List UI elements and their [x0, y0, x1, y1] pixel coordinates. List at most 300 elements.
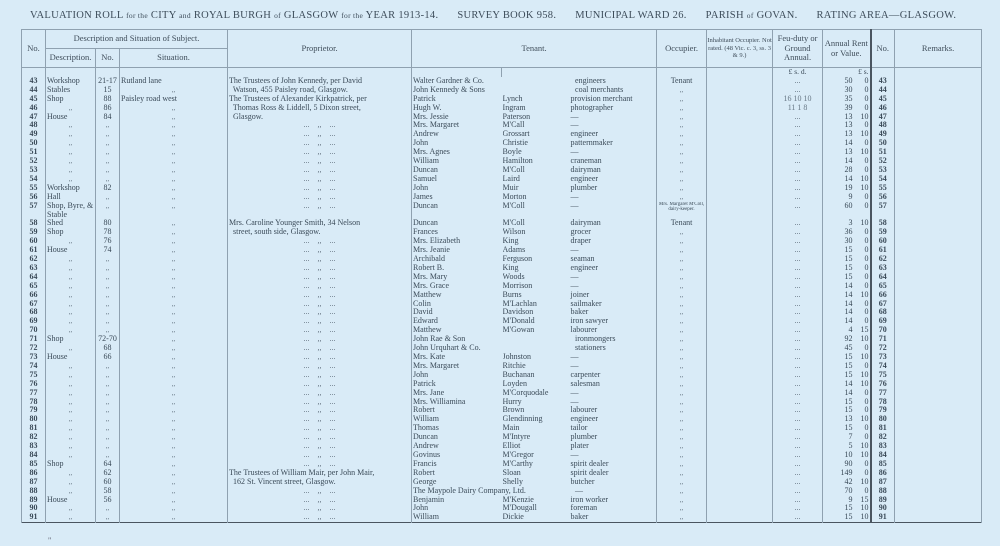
rent-pounds: 10	[844, 450, 853, 459]
rent-shillings: 0	[864, 397, 869, 406]
col-no: No.	[22, 30, 46, 68]
table-row	[22, 353, 982, 362]
title-segment	[706, 10, 801, 21]
row-number: 58	[22, 219, 46, 228]
inhabitant-cell	[707, 362, 773, 371]
remarks-cell	[895, 308, 982, 317]
tenant-first-name: Duncan	[413, 201, 438, 210]
row-number-repeat: 54	[871, 175, 895, 184]
occupier-value: ,,	[679, 513, 684, 522]
occupier-cell	[657, 166, 707, 175]
title-segment	[817, 10, 957, 21]
rent-pounds: 15	[844, 263, 853, 272]
tenant-last-name: Laird	[502, 174, 520, 183]
remarks-cell	[895, 255, 982, 264]
rent-cell	[823, 228, 871, 237]
table-row	[22, 273, 982, 282]
row-number-repeat: 75	[871, 371, 895, 380]
description-cell: ,,	[46, 504, 96, 513]
rent-cell	[823, 442, 871, 451]
occupier-value: ,,	[679, 370, 684, 379]
tenant-first-name: Duncan	[413, 219, 438, 228]
tenant-last-name: Paterson	[502, 112, 531, 121]
row-number: 63	[22, 264, 46, 273]
tenant-last-name-cell	[502, 193, 657, 202]
row-number: 74	[22, 362, 46, 371]
rent-cell	[823, 424, 871, 433]
feu-duty-cell: ...	[773, 406, 823, 415]
description-cell: ,,	[46, 487, 96, 496]
proprietor-cell: ... ,, ...	[228, 371, 412, 380]
occupier-cell	[657, 460, 707, 469]
feu-duty-cell: ...	[773, 513, 823, 522]
tenant-first-name-cell	[412, 130, 502, 139]
tenant-last-name: Muir	[502, 183, 519, 192]
tenant-occupation: carpenter	[570, 370, 601, 379]
description-cell: Shop	[46, 460, 96, 469]
tenant-last-name-cell	[502, 433, 657, 442]
feu-duty-cell: ...	[773, 237, 823, 246]
row-number: 90	[22, 504, 46, 513]
feu-duty-cell: ...	[773, 184, 823, 193]
tenant-last-name: M'Corquodale	[502, 388, 549, 397]
title-part: GOVAN.	[756, 10, 798, 21]
row-number: 85	[22, 460, 46, 469]
tenant-first-name: Mrs. Jane	[413, 388, 445, 397]
tenant-last-name: Davidson	[502, 308, 534, 317]
rent-pounds: 14	[844, 281, 853, 290]
inhabitant-cell	[707, 380, 773, 389]
row-number-repeat: 70	[871, 326, 895, 335]
tenant-first-name: Samuel	[413, 174, 438, 183]
occupier-value: ,,	[679, 344, 684, 353]
occupier-cell	[657, 113, 707, 122]
rent-units: £ s.	[823, 68, 871, 77]
tenant-last-name: King	[502, 263, 519, 272]
inhabitant-cell	[707, 326, 773, 335]
table-row	[22, 246, 982, 255]
table-row	[22, 77, 982, 86]
proprietor-cell: ... ,, ...	[228, 442, 412, 451]
street-number-cell: ,,	[96, 139, 120, 148]
tenant-occupation: plumber	[570, 433, 598, 442]
description-cell: ,,	[46, 291, 96, 300]
description-cell: Stables	[46, 86, 96, 95]
tenant-last-name: M'Call	[502, 121, 525, 130]
feu-duty-cell: ...	[773, 326, 823, 335]
rent-cell	[823, 237, 871, 246]
table-row	[22, 496, 982, 505]
rent-shillings: 0	[864, 361, 869, 370]
tenant-occupation: draper	[570, 237, 591, 246]
table-row	[22, 148, 982, 157]
street-number-cell: ,,	[96, 326, 120, 335]
proprietor-cell: ... ,, ...	[228, 193, 412, 202]
tenant-first-name-cell	[412, 469, 502, 478]
rent-pounds: 13	[844, 121, 853, 130]
situation-cell: ,,	[120, 371, 228, 380]
street-number-cell: ,,	[96, 300, 120, 309]
street-number-cell: 88	[96, 95, 120, 104]
situation-cell: ,,	[120, 202, 228, 220]
tenant-last-name: Morton	[502, 192, 527, 201]
tenant-last-name: Morrison	[502, 281, 533, 290]
row-number: 54	[22, 175, 46, 184]
rent-pounds: 36	[844, 228, 853, 237]
tenant-first-name-cell	[412, 86, 657, 95]
tenant-first-name-cell	[412, 424, 502, 433]
street-number-cell: ,,	[96, 406, 120, 415]
col-remarks: Remarks.	[895, 30, 982, 68]
remarks-cell	[895, 121, 982, 130]
rent-cell	[823, 478, 871, 487]
description-cell: Shop	[46, 335, 96, 344]
rent-pounds: 15	[844, 361, 853, 370]
rent-shillings: 10	[860, 442, 869, 451]
tenant-first-name: The Maypole Dairy Company, Ltd.	[413, 486, 526, 495]
remarks-cell	[895, 246, 982, 255]
proprietor-cell: ... ,, ...	[228, 353, 412, 362]
situation-cell: ,,	[120, 104, 228, 113]
feu-duty-cell: ...	[773, 255, 823, 264]
feu-duty-cell: ...	[773, 442, 823, 451]
proprietor-cell: ... ,, ...	[228, 202, 412, 220]
row-number: 61	[22, 246, 46, 255]
remarks-cell	[895, 469, 982, 478]
situation-cell: ,,	[120, 264, 228, 273]
rent-cell	[823, 344, 871, 353]
rent-shillings: 0	[864, 459, 869, 468]
situation-cell: ,,	[120, 157, 228, 166]
tenant-first-name-cell	[412, 300, 502, 309]
tenant-occupation: plater	[570, 442, 589, 451]
tenant-first-name-cell	[412, 478, 502, 487]
row-number-repeat: 53	[871, 166, 895, 175]
feu-duty-cell: ...	[773, 202, 823, 220]
row-number-repeat: 90	[871, 504, 895, 513]
table-row	[22, 175, 982, 184]
proprietor-cell: ... ,, ...	[228, 300, 412, 309]
tenant-last-name-cell	[502, 113, 657, 122]
feu-duty-cell: ...	[773, 487, 823, 496]
feu-duty-cell: ...	[773, 86, 823, 95]
rent-shillings: 10	[860, 148, 869, 157]
occupier-value: ,,	[679, 406, 684, 415]
tenant-occupation: engineer	[570, 130, 599, 139]
inhabitant-cell	[707, 496, 773, 505]
tenant-occupation: spirit dealer	[570, 459, 609, 468]
rent-shillings: 0	[864, 103, 869, 112]
tenant-last-name: Sloan	[502, 468, 521, 477]
tenant-last-name: M'Coll	[502, 165, 525, 174]
situation-cell: ,,	[120, 228, 228, 237]
rent-pounds: 14	[844, 379, 853, 388]
description-cell: ,,	[46, 371, 96, 380]
occupier-value: ,,	[679, 335, 684, 344]
rent-shillings: 10	[860, 379, 869, 388]
rent-pounds: 45	[844, 344, 853, 353]
inhabitant-cell	[707, 469, 773, 478]
valuation-roll-table	[21, 29, 982, 523]
tenant-first-name: John	[413, 183, 429, 192]
rent-shillings: 10	[860, 219, 869, 228]
tenant-last-name-cell	[502, 228, 657, 237]
occupier-cell	[657, 415, 707, 424]
occupier-cell	[657, 148, 707, 157]
rent-pounds: 5	[848, 442, 853, 451]
occupier-cell	[657, 496, 707, 505]
tenant-last-name-cell	[502, 291, 657, 300]
tenant-last-name-cell	[502, 460, 657, 469]
inhabitant-cell	[707, 398, 773, 407]
remarks-cell	[895, 424, 982, 433]
description-cell: ,,	[46, 300, 96, 309]
tenant-first-name-cell	[412, 95, 502, 104]
tenant-occupation: —	[570, 272, 579, 281]
proprietor-cell: The Trustees of John Kennedy, per David	[228, 77, 412, 86]
occupier-cell	[657, 104, 707, 113]
description-cell: ,,	[46, 424, 96, 433]
table-row	[22, 130, 982, 139]
title-part: YEAR 1913-14.	[365, 10, 439, 21]
table-row	[22, 317, 982, 326]
table-row	[22, 86, 982, 95]
tenant-occupation: provision merchant	[570, 94, 633, 103]
table-row	[22, 406, 982, 415]
remarks-cell	[895, 415, 982, 424]
table-row	[22, 237, 982, 246]
feu-duty-cell: 11 1 8	[773, 104, 823, 113]
situation-cell: ,,	[120, 308, 228, 317]
row-number: 81	[22, 424, 46, 433]
description-cell: ,,	[46, 389, 96, 398]
situation-cell: ,,	[120, 335, 228, 344]
tenant-last-name-cell	[502, 175, 657, 184]
row-number-repeat: 81	[871, 424, 895, 433]
rent-pounds: 30	[844, 85, 853, 94]
occupier-value: ,,	[679, 165, 684, 174]
row-number-repeat: 72	[871, 344, 895, 353]
tenant-first-name-cell	[412, 282, 502, 291]
street-number-cell: ,,	[96, 157, 120, 166]
remarks-cell	[895, 335, 982, 344]
row-number-repeat: 82	[871, 433, 895, 442]
row-number-repeat: 83	[871, 442, 895, 451]
row-number-repeat: 56	[871, 193, 895, 202]
description-cell: ,,	[46, 433, 96, 442]
row-number-repeat: 52	[871, 157, 895, 166]
tenant-first-name-cell	[412, 228, 502, 237]
occupier-cell	[657, 273, 707, 282]
street-number-cell: ,,	[96, 193, 120, 202]
rent-shillings: 0	[864, 255, 869, 264]
tenant-occupation: joiner	[570, 290, 590, 299]
tenant-first-name-cell	[412, 487, 657, 496]
row-number: 68	[22, 308, 46, 317]
tenant-occupation: photographer	[570, 103, 614, 112]
tenant-occupation: engineers	[575, 76, 606, 85]
situation-cell: Paisley road west	[120, 95, 228, 104]
row-number-repeat: 51	[871, 148, 895, 157]
tenant-last-name: M'Lachlan	[502, 299, 537, 308]
tenant-first-name: Andrew	[413, 130, 439, 139]
remarks-cell	[895, 291, 982, 300]
tenant-first-name: Mrs. Jeanie	[413, 246, 450, 255]
row-number-repeat: 84	[871, 451, 895, 460]
feu-duty-cell: ...	[773, 451, 823, 460]
rent-pounds: 50	[844, 76, 853, 85]
rent-pounds: 19	[844, 183, 853, 192]
situation-cell: ,,	[120, 219, 228, 228]
tenant-last-name-cell	[502, 166, 657, 175]
proprietor-cell: ... ,, ...	[228, 317, 412, 326]
col-no2: No.	[871, 30, 895, 68]
rent-cell	[823, 362, 871, 371]
tenant-last-name: M'Coll	[502, 219, 525, 228]
proprietor-cell: street, south side, Glasgow.	[228, 228, 412, 237]
tenant-occupation: stationers	[575, 344, 606, 353]
row-number: 64	[22, 273, 46, 282]
occupier-cell	[657, 335, 707, 344]
inhabitant-cell	[707, 487, 773, 496]
inhabitant-cell	[707, 317, 773, 326]
tenant-last-name-cell	[502, 184, 657, 193]
remarks-cell	[895, 460, 982, 469]
street-number-cell: 84	[96, 113, 120, 122]
inhabitant-cell	[707, 139, 773, 148]
tenant-occupation: seaman	[570, 255, 595, 264]
description-cell: ,,	[46, 255, 96, 264]
tenant-first-name-cell	[412, 460, 502, 469]
inhabitant-cell	[707, 282, 773, 291]
tenant-last-name: Johnston	[502, 353, 531, 361]
row-number-repeat: 76	[871, 380, 895, 389]
description-cell: ,,	[46, 406, 96, 415]
title-part: ROYAL BURGH	[193, 10, 272, 21]
rent-cell	[823, 451, 871, 460]
remarks-cell	[895, 344, 982, 353]
tenant-last-name-cell	[502, 157, 657, 166]
row-number: 43	[22, 77, 46, 86]
table-row	[22, 308, 982, 317]
description-cell: Workshop	[46, 184, 96, 193]
street-number-cell: 74	[96, 246, 120, 255]
rent-shillings: 0	[864, 76, 869, 85]
situation-cell: ,,	[120, 433, 228, 442]
row-number-repeat: 89	[871, 496, 895, 505]
proprietor-cell: Mrs. Caroline Younger Smith, 34 Nelson	[228, 219, 412, 228]
table-row	[22, 95, 982, 104]
tenant-last-name: Loyden	[502, 379, 527, 388]
rent-pounds: 15	[844, 513, 853, 522]
occupier-cell	[657, 389, 707, 398]
rent-shillings: 0	[864, 272, 869, 281]
tenant-first-name-cell	[412, 433, 502, 442]
tenant-last-name: Glendinning	[502, 415, 543, 424]
tenant-first-name-cell	[412, 193, 502, 202]
occupier-cell	[657, 317, 707, 326]
row-number: 44	[22, 86, 46, 95]
tenant-occupation: iron sawyer	[570, 317, 609, 326]
row-number: 48	[22, 121, 46, 130]
description-cell: ,,	[46, 317, 96, 326]
row-number: 69	[22, 317, 46, 326]
tenant-last-name-cell	[502, 424, 657, 433]
rent-cell	[823, 300, 871, 309]
inhabitant-cell	[707, 157, 773, 166]
occupier-cell	[657, 95, 707, 104]
street-number-cell: ,,	[96, 264, 120, 273]
table-row	[22, 255, 982, 264]
tenant-last-name-cell	[502, 255, 657, 264]
description-cell: Shop	[46, 95, 96, 104]
tenant-first-name: Archibald	[413, 255, 446, 264]
situation-cell: ,,	[120, 380, 228, 389]
tenant-first-name-cell	[412, 442, 502, 451]
tenant-first-name-cell	[412, 513, 502, 522]
street-number-cell: 80	[96, 219, 120, 228]
row-number-repeat: 49	[871, 130, 895, 139]
rent-shillings: 0	[864, 237, 869, 246]
remarks-cell	[895, 513, 982, 522]
tenant-last-name: M'Gowan	[502, 326, 535, 335]
occupier-value: Tenant	[670, 76, 693, 85]
rent-pounds: 4	[848, 326, 853, 335]
street-number-cell: ,,	[96, 504, 120, 513]
tenant-last-name-cell	[502, 504, 657, 513]
row-number-repeat: 43	[871, 77, 895, 86]
inhabitant-cell	[707, 504, 773, 513]
street-number-cell: ,,	[96, 380, 120, 389]
tenant-first-name: Duncan	[413, 165, 438, 174]
street-number-cell: ,,	[96, 371, 120, 380]
rent-pounds: 14	[844, 157, 853, 166]
rent-shillings: 0	[864, 424, 869, 433]
col-tenant: Tenant.	[412, 30, 657, 68]
row-number-repeat: 46	[871, 104, 895, 113]
proprietor-cell: ... ,, ...	[228, 380, 412, 389]
description-cell: ,,	[46, 130, 96, 139]
table-row	[22, 184, 982, 193]
tenant-first-name: William	[413, 157, 439, 166]
occupier-value: ,,	[679, 192, 684, 201]
remarks-cell	[895, 157, 982, 166]
inhabitant-cell	[707, 237, 773, 246]
occupier-value: ,,	[679, 246, 684, 255]
rent-cell	[823, 326, 871, 335]
occupier-value: ,,	[679, 112, 684, 121]
rent-cell	[823, 121, 871, 130]
occupier-cell	[657, 219, 707, 228]
description-cell: ,,	[46, 326, 96, 335]
tenant-last-name: Hurry	[502, 397, 522, 406]
remarks-cell	[895, 228, 982, 237]
situation-cell: ,,	[120, 442, 228, 451]
remarks-cell	[895, 282, 982, 291]
occupier-value: ,,	[679, 326, 684, 335]
rent-cell	[823, 469, 871, 478]
feu-duty-cell: ...	[773, 380, 823, 389]
occupier-value: ,,	[679, 450, 684, 459]
description-cell: ,,	[46, 282, 96, 291]
row-number-repeat: 60	[871, 237, 895, 246]
tenant-first-name: Matthew	[413, 326, 442, 335]
proprietor-cell: ... ,, ...	[228, 513, 412, 522]
tenant-last-name: Woods	[502, 272, 525, 281]
table-row	[22, 219, 982, 228]
tenant-first-name-cell	[412, 291, 502, 300]
rent-shillings: 10	[860, 513, 869, 522]
